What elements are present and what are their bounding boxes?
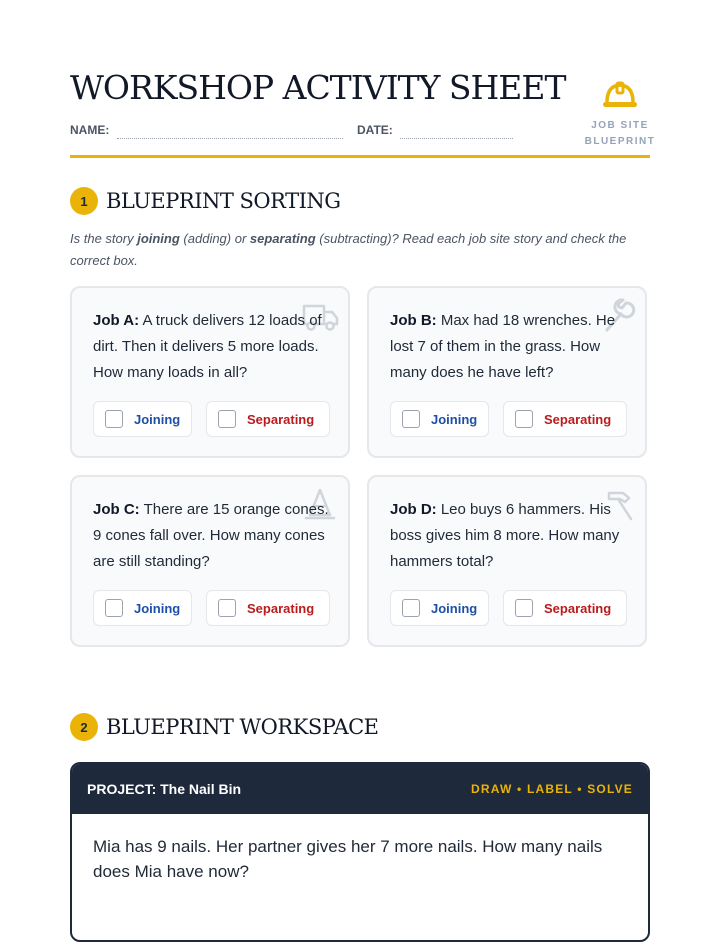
workspace-story: Mia has 9 nails. Her partner gives her 7 more nails. How many nails does Mia have now?: [93, 837, 603, 881]
section-2-header: [70, 713, 379, 741]
badge-line-1: JOB SITE: [591, 120, 649, 131]
job-c-text: There are 15 orange cones. 9 cones fall over. How many cones are still standing?: [93, 501, 329, 570]
job-card-c: [70, 475, 350, 647]
date-label: DATE:: [357, 123, 393, 137]
job-d-joining-option[interactable]: [390, 590, 489, 626]
job-a-story: [93, 308, 329, 386]
instructions-text: (adding) or: [179, 231, 250, 246]
joining-checkbox[interactable]: [402, 410, 420, 428]
project-title: PROJECT: The Nail Bin: [87, 781, 242, 797]
hard-hat-icon: [600, 80, 640, 110]
section-1-number: 1: [70, 187, 98, 215]
section-1-instructions: [70, 228, 650, 272]
job-card-d: [367, 475, 647, 647]
job-d-text: Leo buys 6 hammers. His boss gives him 8 more. How many hammers total?: [390, 501, 620, 570]
job-site-badge: [575, 80, 665, 147]
header-divider: [70, 155, 650, 158]
joining-label: Joining: [134, 411, 181, 427]
job-d-label: Job D:: [390, 501, 437, 518]
job-d-story: [390, 497, 626, 575]
job-b-separating-option[interactable]: [503, 401, 627, 437]
instructions-separating: separating: [249, 231, 316, 246]
separating-checkbox[interactable]: [218, 599, 236, 617]
date-field[interactable]: [400, 138, 513, 139]
job-card-b: [367, 286, 647, 458]
separating-checkbox[interactable]: [515, 599, 533, 617]
separating-checkbox[interactable]: [515, 410, 533, 428]
job-card-a: [70, 286, 350, 458]
section-1-title: BLUEPRINT SORTING: [106, 189, 341, 213]
job-c-story: [93, 497, 329, 575]
job-c-separating-option[interactable]: [206, 590, 330, 626]
job-a-separating-option[interactable]: [206, 401, 330, 437]
separating-label: Separating: [247, 600, 315, 616]
separating-checkbox[interactable]: [218, 410, 236, 428]
workspace-panel: [70, 762, 650, 942]
job-b-story: [390, 308, 626, 386]
separating-label: Separating: [544, 411, 612, 427]
job-d-separating-option[interactable]: [503, 590, 627, 626]
job-b-label: Job B:: [390, 312, 437, 329]
workspace-steps: DRAW • LABEL • SOLVE: [471, 782, 633, 796]
joining-label: Joining: [134, 600, 181, 616]
name-field[interactable]: [117, 138, 343, 139]
separating-label: Separating: [247, 411, 315, 427]
page-title: WORKSHOP ACTIVITY SHEET: [70, 68, 566, 107]
instructions-text: (subtracting)? Read each job site story and check the correct box.: [70, 231, 627, 268]
section-2-title: BLUEPRINT WORKSPACE: [106, 715, 379, 739]
instructions-joining: joining: [137, 231, 180, 246]
workspace-header: [72, 764, 648, 814]
job-a-label: Job A:: [93, 312, 140, 329]
joining-checkbox[interactable]: [402, 599, 420, 617]
joining-checkbox[interactable]: [105, 410, 123, 428]
joining-checkbox[interactable]: [105, 599, 123, 617]
joining-label: Joining: [431, 411, 478, 427]
section-1-header: [70, 187, 341, 215]
job-c-joining-option[interactable]: [93, 590, 192, 626]
separating-label: Separating: [544, 600, 612, 616]
job-a-text: A truck delivers 12 loads of dirt. Then it delivers 5 more loads. How many loads in all?: [93, 312, 322, 381]
section-2-number: 2: [70, 713, 98, 741]
name-label: NAME:: [70, 123, 110, 137]
job-b-text: Max had 18 wrenches. He lost 7 of them in the grass. How many does he have left?: [390, 312, 616, 381]
job-a-joining-option[interactable]: [93, 401, 192, 437]
joining-label: Joining: [431, 600, 478, 616]
job-b-joining-option[interactable]: [390, 401, 489, 437]
job-c-label: Job C:: [93, 501, 140, 518]
instructions-text: Is the story: [70, 231, 138, 246]
badge-line-2: BLUEPRINT: [584, 136, 656, 147]
